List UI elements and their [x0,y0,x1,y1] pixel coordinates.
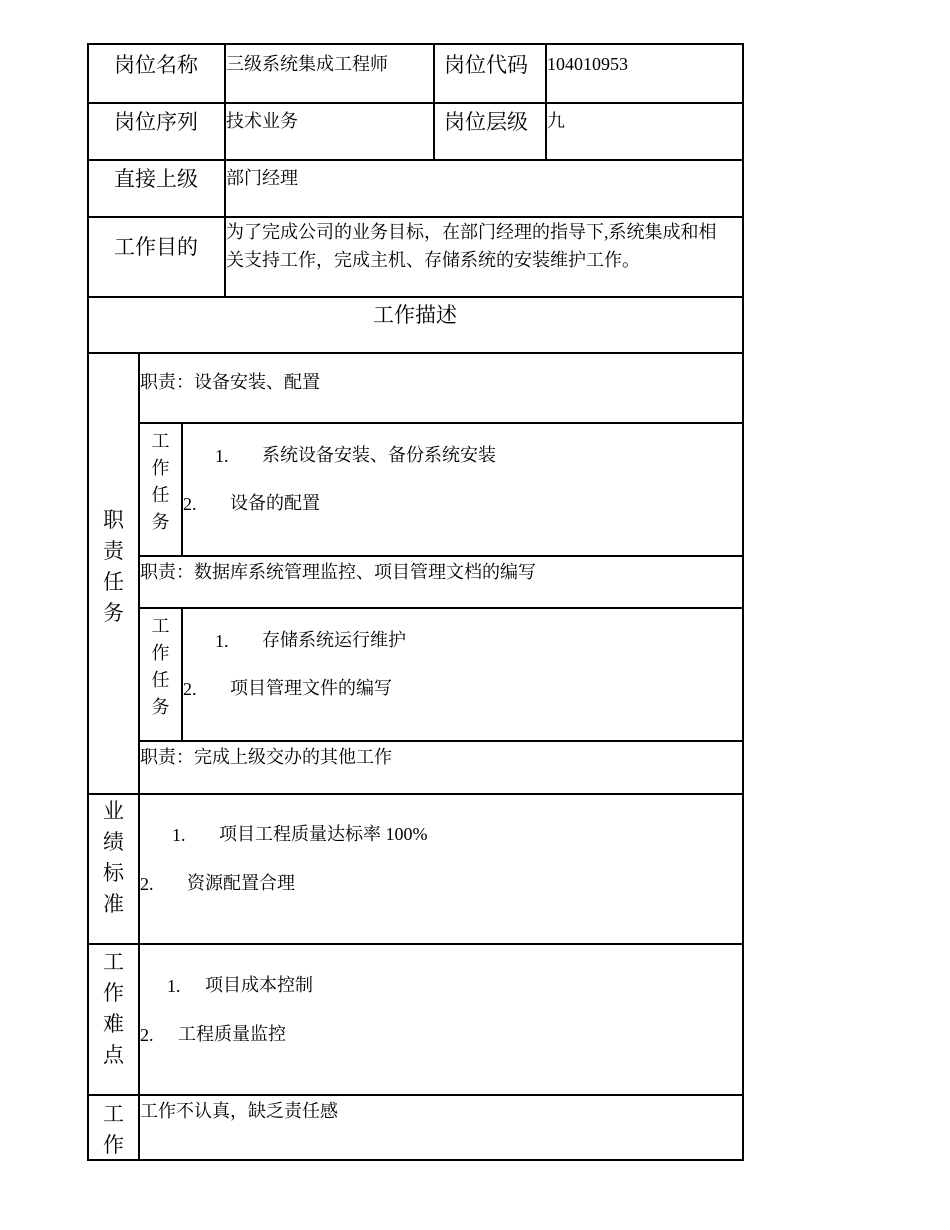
duty-title: 职责：设备安装、配置 [140,372,320,392]
performance-label-char: 准 [103,892,124,916]
difficulty-text: 项目成本控制 [205,975,313,995]
duties-label [89,505,138,629]
duties-label-char: 责 [103,539,124,563]
work-purpose-line-1: 为了完成公司的业务目标，在部门经理的指导下,系统集成和相 [226,222,717,242]
performance-label-char: 标 [103,861,124,885]
last-row-label-char: 工 [103,1102,124,1126]
performance-label [89,796,138,920]
performance-number: 2. [140,874,154,894]
h-line [138,607,744,609]
h-line [87,43,744,45]
position-code-label: 岗位代码 [444,53,528,77]
task-label-char: 作 [151,458,170,478]
v-line [181,422,183,557]
task-label-char: 务 [151,697,170,717]
task-label [140,428,181,536]
h-line [87,159,744,161]
performance-label-char: 业 [103,799,124,823]
task-label-char: 工 [151,616,170,636]
position-code-value: 104010953 [547,54,628,74]
last-row-label [89,1099,138,1161]
task-number: 2. [183,494,197,514]
performance-number: 1. [172,825,186,845]
difficulty-text: 工程质量监控 [178,1024,286,1044]
position-series-label: 岗位序列 [114,110,198,134]
performance-text: 项目工程质量达标率 100% [219,824,428,844]
h-line [87,296,744,298]
difficulty-number: 2. [140,1025,154,1045]
h-line [87,793,744,795]
h-line [87,943,744,945]
task-text: 设备的配置 [230,493,320,513]
duties-label-char: 任 [103,570,124,594]
duties-label-char: 务 [103,601,124,625]
work-purpose-label: 工作目的 [114,235,198,259]
v-line [181,607,183,742]
h-line [87,216,744,218]
task-text: 存储系统运行维护 [262,630,406,650]
task-number: 1. [215,446,229,466]
performance-label-char: 绩 [103,830,124,854]
direct-superior-label: 直接上级 [114,167,198,191]
task-label [140,613,181,721]
difficulty-label-char: 工 [103,950,124,974]
last-row-text: 工作不认真，缺乏责任感 [140,1101,338,1121]
task-number: 1. [215,631,229,651]
position-name-value: 三级系统集成工程师 [226,54,388,74]
task-number: 2. [183,679,197,699]
h-line [87,352,744,354]
task-label-char: 工 [151,431,170,451]
task-label-char: 任 [151,670,170,690]
task-label-char: 作 [151,643,170,663]
h-line [138,740,744,742]
task-text: 系统设备安装、备份系统安装 [262,445,496,465]
task-label-char: 任 [151,485,170,505]
position-name-label: 岗位名称 [114,53,198,77]
v-line [742,43,744,1161]
difficulty-label-char: 难 [103,1012,124,1036]
last-row-label-char: 作 [103,1133,124,1157]
position-level-value: 九 [547,111,565,131]
h-line [87,102,744,104]
position-series-value: 技术业务 [226,111,298,131]
work-description-title: 工作描述 [373,303,457,327]
performance-text: 资源配置合理 [187,873,295,893]
h-line [87,1159,744,1161]
h-line [138,555,744,557]
duty-title: 职责：数据库系统管理监控、项目管理文档的编写 [140,562,536,582]
difficulty-number: 1. [167,976,181,996]
h-line [138,422,744,424]
difficulty-label-char: 作 [103,981,124,1005]
duties-label-char: 职 [103,508,124,532]
difficulty-label [89,947,138,1071]
work-purpose-line-2: 关支持工作，完成主机、存储系统的安装维护工作。 [226,250,640,270]
task-text: 项目管理文件的编写 [230,678,392,698]
duty-title: 职责：完成上级交办的其他工作 [140,747,392,767]
position-level-label: 岗位层级 [444,110,528,134]
difficulty-label-char: 点 [103,1043,124,1067]
h-line [87,1094,744,1096]
v-line [433,43,435,161]
direct-superior-value: 部门经理 [226,168,298,188]
task-label-char: 务 [151,512,170,532]
